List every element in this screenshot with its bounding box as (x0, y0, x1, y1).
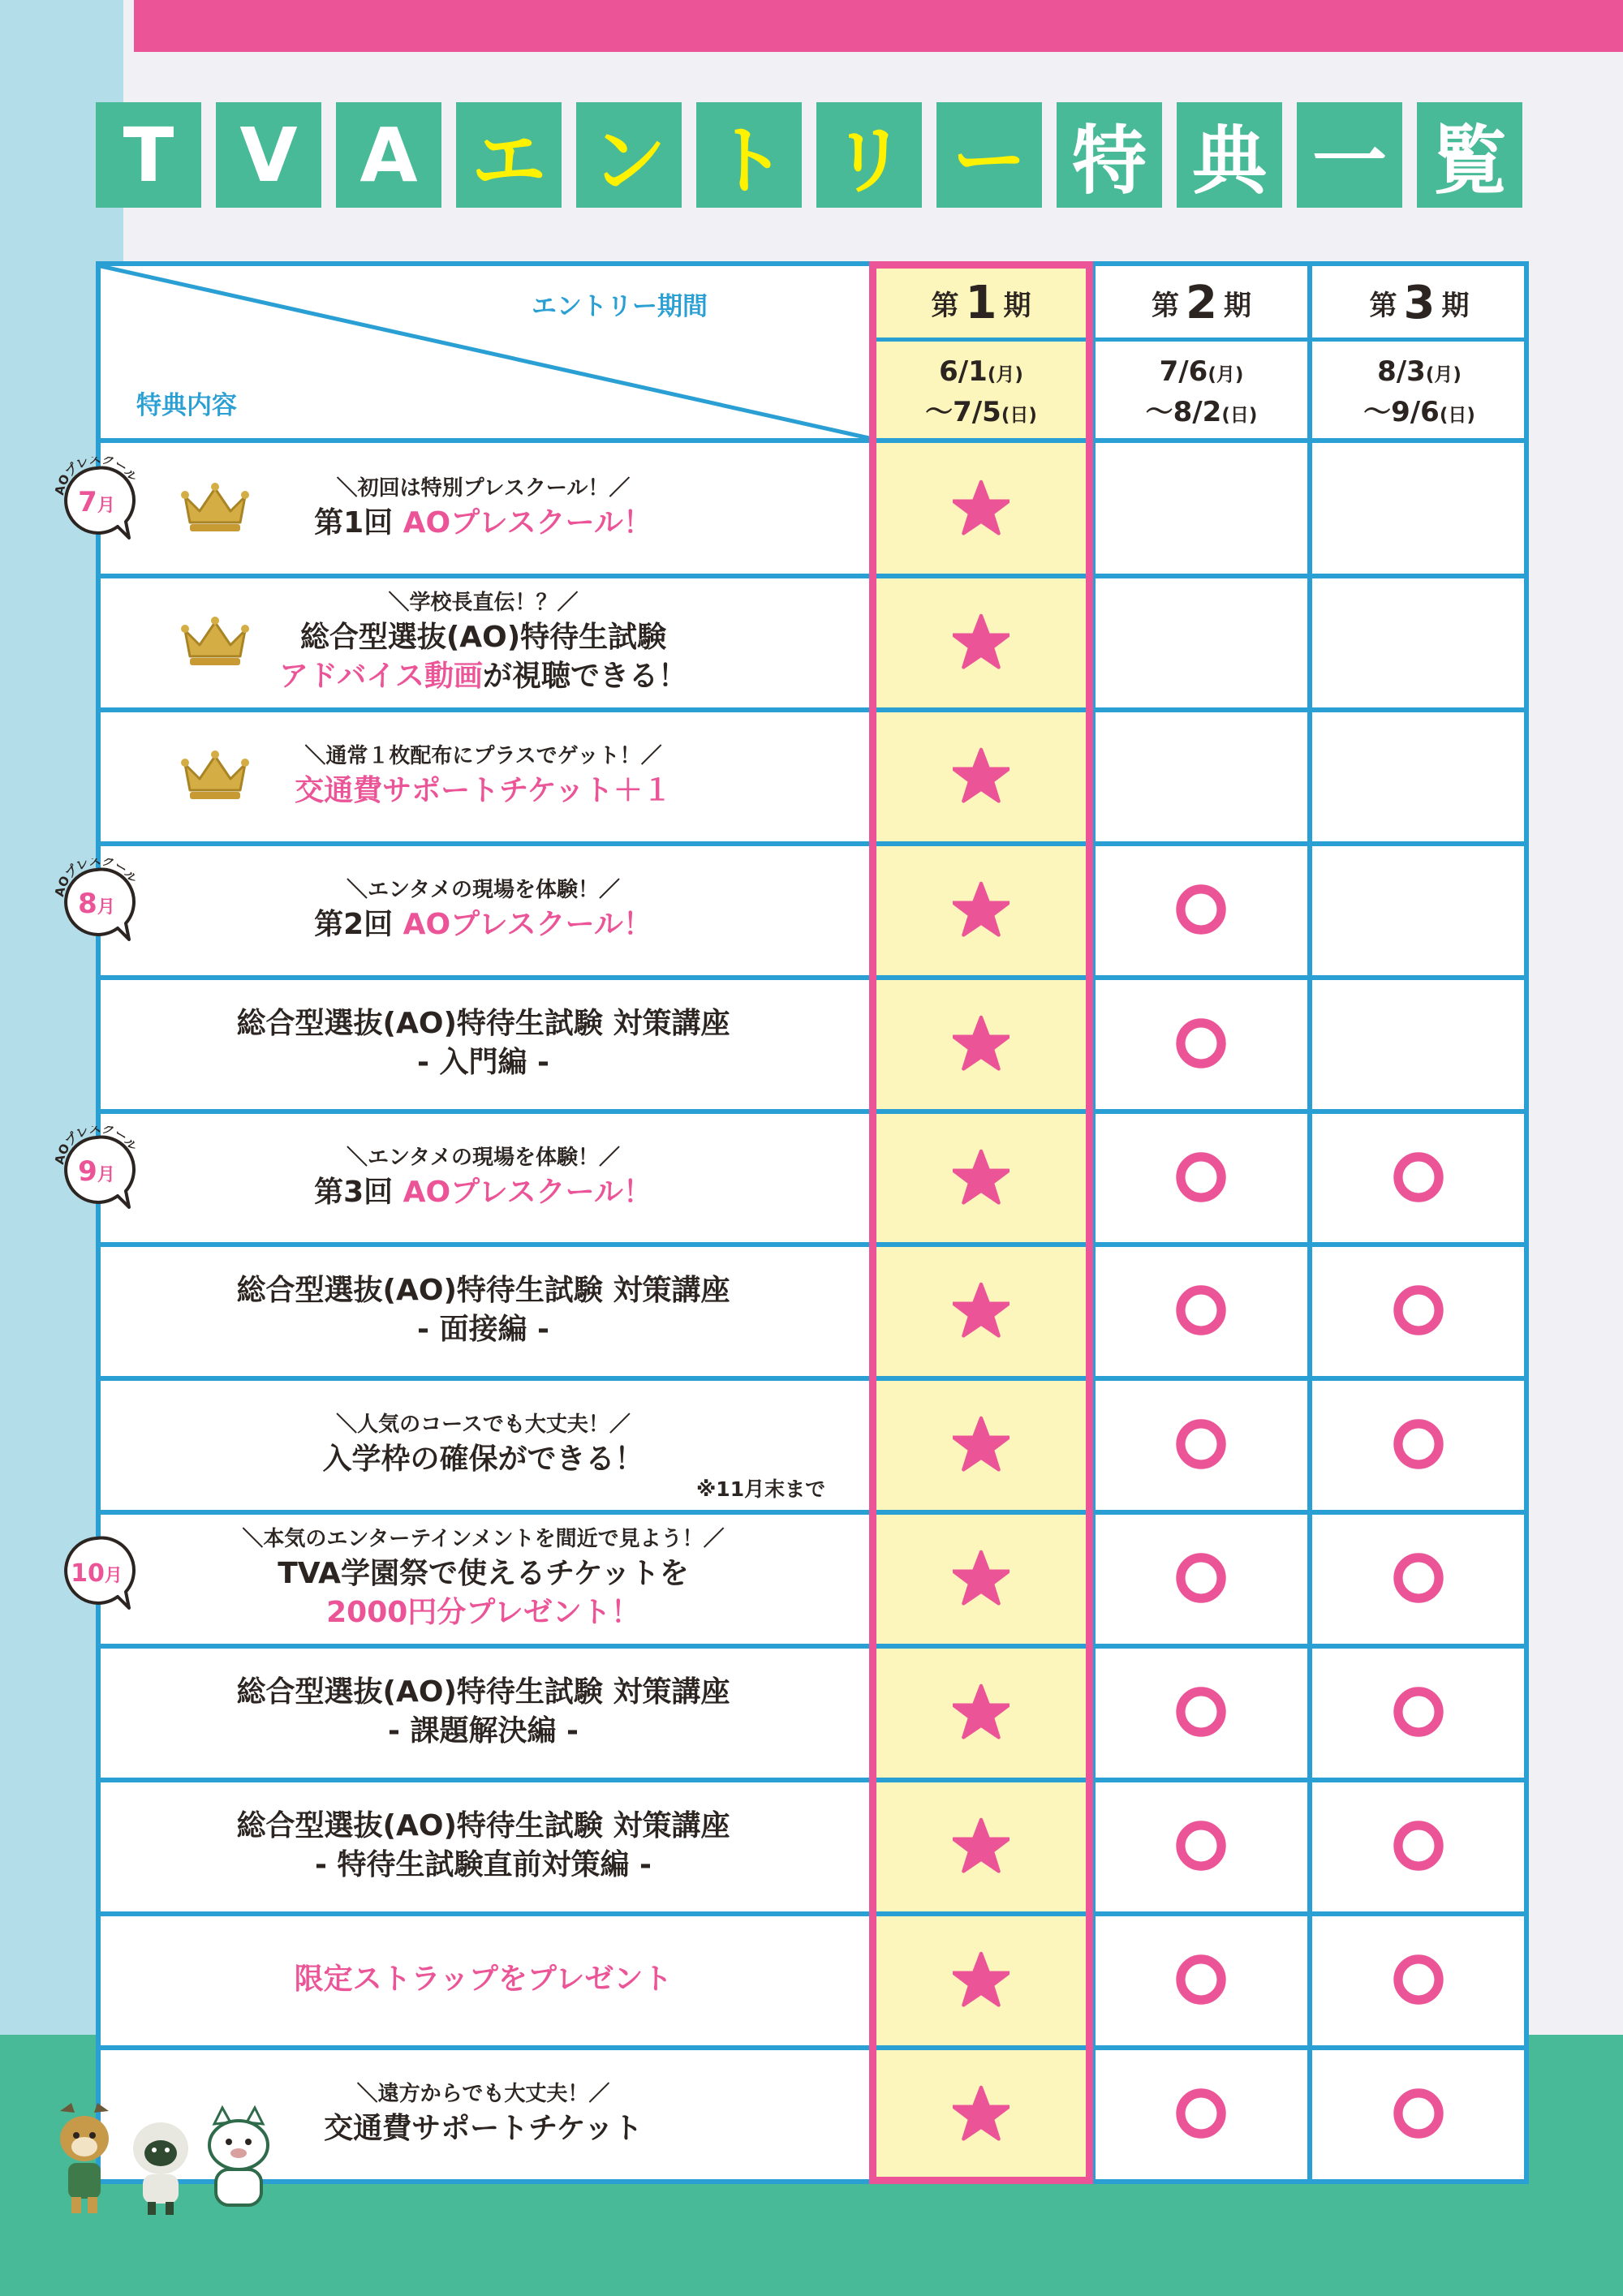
footnote: ※11月末まで (696, 1477, 826, 1501)
row-title-line2 (315, 1846, 652, 1885)
circle-icon (1386, 1278, 1451, 1343)
row-title-text: - 特待生試験直前対策編 - (315, 1847, 652, 1881)
term-2-dates (1098, 349, 1305, 438)
month-speech-badge (52, 457, 141, 546)
term-number: 3 (1403, 276, 1436, 329)
start-weekday: (月) (1208, 364, 1244, 385)
month-speech-badge (52, 858, 141, 948)
row-title-line2 (417, 1043, 549, 1082)
row-title-highlight: 限定ストラップをプレゼント (294, 1962, 673, 1996)
row-note: ＼学校長直伝！？／ (388, 590, 579, 615)
term-number: 2 (1186, 276, 1217, 329)
term-start-date (1160, 353, 1244, 393)
title-char: 特 (1057, 102, 1162, 208)
benefit-row (102, 1111, 864, 1242)
title-char: 典 (1177, 102, 1282, 208)
badge-month: 8 (78, 888, 97, 920)
circle-icon (1386, 2081, 1451, 2146)
row-title-text: - 面接編 - (417, 1312, 549, 1346)
term-suffix: 期 (1223, 289, 1251, 322)
term-end-date (1363, 393, 1475, 434)
end-weekday: (日) (1001, 405, 1037, 426)
benefit-row (102, 1914, 864, 2044)
title-char: 一 (1297, 102, 1402, 208)
term-suffix: 期 (1441, 289, 1470, 322)
row-title (326, 1593, 640, 1632)
row-title (295, 772, 672, 810)
title-char: ー (936, 102, 1042, 208)
row-note: ＼本気のエンターテインメントを間近で見よう！／ (242, 1526, 725, 1551)
row-title (324, 2109, 643, 2148)
benefit-content-label: 特典内容 (136, 391, 237, 420)
end-weekday: (日) (1439, 405, 1475, 426)
row-title-line2 (279, 657, 687, 696)
entry-period-label: エントリー期間 (532, 292, 708, 321)
circle-icon (1169, 1813, 1233, 1878)
title-char: A (336, 102, 441, 208)
circle-icon (1386, 1412, 1451, 1477)
circle-icon (1386, 1679, 1451, 1744)
benefit-row (102, 1245, 864, 1375)
row-title-text: 第1回 (314, 505, 403, 540)
circle-icon (1169, 877, 1233, 942)
badge-month-unit: 月 (97, 1165, 115, 1185)
benefit-row (102, 844, 864, 974)
end-date: 〜7/5 (925, 396, 1001, 428)
badge-arc-text: AOプレスクール (52, 1126, 140, 1166)
start-weekday: (月) (1425, 364, 1462, 385)
row-title-text: 第3回 (314, 1175, 403, 1209)
circle-icon (1386, 1145, 1451, 1210)
circle-icon (1169, 2081, 1233, 2146)
row-title (295, 1960, 673, 1999)
circle-icon (1169, 1947, 1233, 2012)
term-suffix: 期 (1003, 289, 1031, 322)
term1-highlight-frame (869, 261, 1093, 2184)
term-number: 1 (965, 276, 997, 329)
term-2-label (1098, 268, 1305, 338)
badge-month: 9 (78, 1155, 97, 1188)
row-subtitle: TVA学園祭で使えるチケットを (278, 1556, 689, 1590)
benefit-row (102, 1780, 864, 1911)
title-char: ン (576, 102, 682, 208)
title-char: T (96, 102, 201, 208)
title-char: ト (696, 102, 802, 208)
title-char: リ (816, 102, 922, 208)
title-char: V (216, 102, 321, 208)
row-title-text: が視聴できる！ (482, 659, 687, 693)
badge-arc-text: AOプレスクール (52, 858, 140, 898)
circle-icon (1169, 1011, 1233, 1076)
term-prefix: 第 (1369, 289, 1397, 322)
row-title-highlight: 交通費サポートチケット＋１ (295, 773, 672, 807)
benefit-row (102, 1512, 864, 1643)
term-3-label (1315, 268, 1524, 338)
circle-icon (1169, 1412, 1233, 1477)
row-note: ＼エンタメの現場を体験！／ (347, 1145, 620, 1170)
row-note: ＼初回は特別プレスクール！／ (336, 475, 631, 501)
circle-icon (1169, 1679, 1233, 1744)
end-date: 〜8/2 (1145, 396, 1222, 428)
row-note: ＼人気のコースでも大丈夫！／ (336, 1412, 631, 1437)
benefit-row (102, 1646, 864, 1777)
month-speech-badge (52, 1527, 141, 1616)
badge-month-unit: 月 (104, 1566, 123, 1586)
circle-icon (1169, 1145, 1233, 1210)
start-date: 6/1 (939, 355, 988, 388)
row-title-line1: 総合型選抜(AO)特待生試験 対策講座 (236, 1675, 730, 1709)
row-title-text: - 入門編 - (417, 1045, 549, 1079)
row-title-line1: 総合型選抜(AO)特待生試験 対策講座 (236, 1273, 730, 1307)
row-title-line2 (388, 1712, 579, 1751)
row-title-text: 交通費サポートチケット (324, 2111, 643, 2145)
end-weekday: (日) (1221, 405, 1258, 426)
row-title-line1: 総合型選抜(AO)特待生試験 対策講座 (236, 1808, 730, 1842)
row-title-text: 第2回 (314, 907, 403, 941)
row-title (314, 905, 652, 944)
crown-icon (180, 482, 250, 534)
benefit-row (102, 978, 864, 1108)
month-speech-badge (52, 1126, 141, 1215)
term-prefix: 第 (1152, 289, 1180, 322)
end-date: 〜9/6 (1363, 396, 1440, 428)
row-title-highlight: AOプレスクール！ (403, 505, 652, 540)
circle-icon (1169, 1278, 1233, 1343)
row-title (322, 1440, 644, 1479)
start-weekday: (月) (987, 364, 1023, 385)
row-title-line1: 総合型選抜(AO)特待生試験 (299, 620, 667, 654)
circle-icon (1386, 1813, 1451, 1878)
start-date: 7/6 (1159, 355, 1208, 388)
circle-icon (1386, 1947, 1451, 2012)
circle-icon (1386, 1546, 1451, 1610)
badge-month: 7 (78, 486, 97, 518)
mascot-characters (52, 2100, 295, 2221)
badge-month-unit: 月 (97, 496, 115, 516)
row-title-text: 入学枠の確保ができる！ (322, 1442, 644, 1476)
row-title-highlight: AOプレスクール！ (403, 907, 652, 941)
crown-icon (180, 616, 250, 668)
term-prefix: 第 (931, 289, 959, 322)
row-title-text: - 課題解決編 - (388, 1713, 579, 1748)
row-title (314, 1173, 652, 1212)
row-title-highlight: 2000円分プレゼント！ (326, 1595, 640, 1629)
crown-icon (180, 750, 250, 802)
term-3-dates (1315, 349, 1524, 438)
row-title (314, 504, 652, 543)
term-end-date (1146, 393, 1258, 434)
title-char: エ (456, 102, 562, 208)
badge-month: 10 (71, 1559, 105, 1588)
row-note: ＼遠方からでも大丈夫！／ (356, 2081, 610, 2106)
row-title-highlight: アドバイス動画 (279, 659, 483, 693)
row-title-line2 (417, 1310, 549, 1349)
row-title-highlight: AOプレスクール！ (403, 1175, 652, 1209)
circle-icon (1169, 1546, 1233, 1610)
title-char: 覧 (1417, 102, 1522, 208)
badge-arc-text: AOプレスクール (52, 457, 140, 497)
row-note: ＼エンタメの現場を体験！／ (347, 877, 620, 902)
badge-month-unit: 月 (97, 897, 115, 918)
term-start-date (1377, 353, 1462, 393)
row-note: ＼通常１枚配布にプラスでゲット！／ (304, 743, 662, 768)
row-title-line1: 総合型選抜(AO)特待生試験 対策講座 (236, 1006, 730, 1040)
start-date: 8/3 (1377, 355, 1426, 388)
